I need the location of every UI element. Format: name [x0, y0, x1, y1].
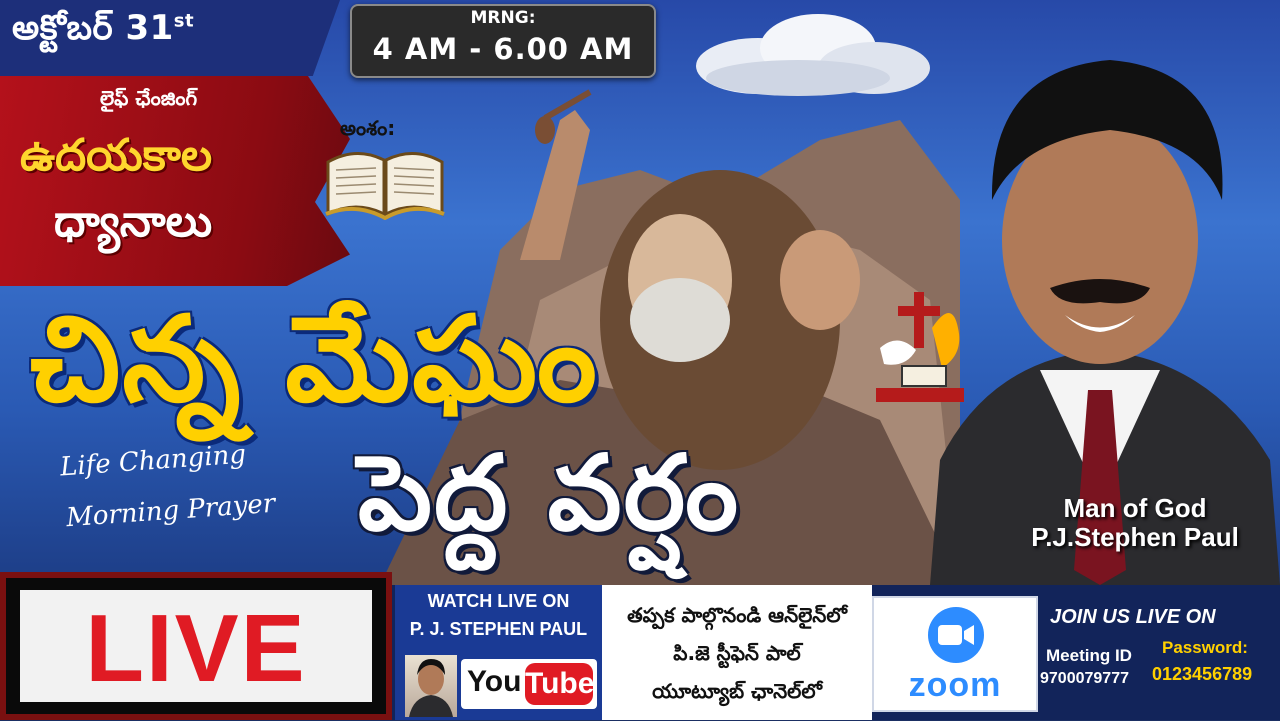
join-label: JOIN US LIVE ON — [1050, 606, 1216, 628]
speaker-line1: Man of God — [1063, 493, 1207, 523]
zoom-camera-icon — [924, 606, 988, 664]
script-line1: Life Changing — [59, 439, 247, 483]
bible-icon — [324, 140, 446, 220]
speaker-line2: P.J.Stephen Paul — [1031, 521, 1239, 552]
youtube-panel — [395, 585, 602, 720]
watch-line2: P. J. STEPHEN PAUL — [409, 619, 588, 639]
headline-line2: పెద్ద వర్షం — [358, 432, 740, 554]
series-title-line1: ఉదయకాల — [20, 130, 213, 181]
time-box — [350, 4, 656, 78]
time-label: MRNG: — [470, 8, 536, 28]
live-label: LIVE — [85, 595, 307, 702]
date-label: అక్టోబర్ 31st — [12, 8, 195, 48]
promo-line1: తప్పక పాల్గొనండి ఆన్‌లైన్‌లో — [627, 603, 847, 627]
zoom-brand: zoom — [908, 666, 1002, 704]
live-badge — [0, 572, 392, 720]
speaker-thumbnail — [405, 655, 457, 717]
promo-line2: పి.జె స్టీఫెన్ పాల్ — [673, 641, 801, 665]
cloud-icon — [678, 8, 940, 100]
password-label: Password: — [1162, 638, 1248, 657]
time-value: 4 AM - 6.00 AM — [372, 32, 634, 66]
youtube-you-text: You — [467, 665, 522, 698]
youtube-tube-text: Tube — [525, 667, 595, 700]
zoom-logo[interactable] — [872, 596, 1038, 712]
meeting-id-label: Meeting ID — [1046, 646, 1132, 665]
script-line2: Morning Prayer — [65, 488, 277, 534]
topic-label: అంశం: — [340, 116, 396, 140]
youtube-tube-badge — [525, 663, 593, 705]
youtube-logo[interactable] — [461, 659, 597, 709]
speaker-credit — [1000, 494, 1270, 551]
series-tagline: లైఫ్ ఛేంజింగ్ — [100, 86, 198, 110]
telugu-promo-panel — [602, 585, 872, 720]
live-badge-inner — [20, 590, 372, 702]
watch-line1: WATCH LIVE ON — [427, 591, 570, 611]
speaker-thumbnail-image — [405, 655, 457, 717]
meeting-id-value: 9700079777 — [1040, 670, 1129, 687]
series-title-line2: ధ్యానాలు — [54, 196, 213, 247]
headline-line1: చిన్న మేఘం — [30, 290, 599, 428]
promo-line3: యూట్యూబ్ ఛానెల్‌లో — [652, 679, 822, 703]
password-value: 0123456789 — [1152, 664, 1253, 684]
